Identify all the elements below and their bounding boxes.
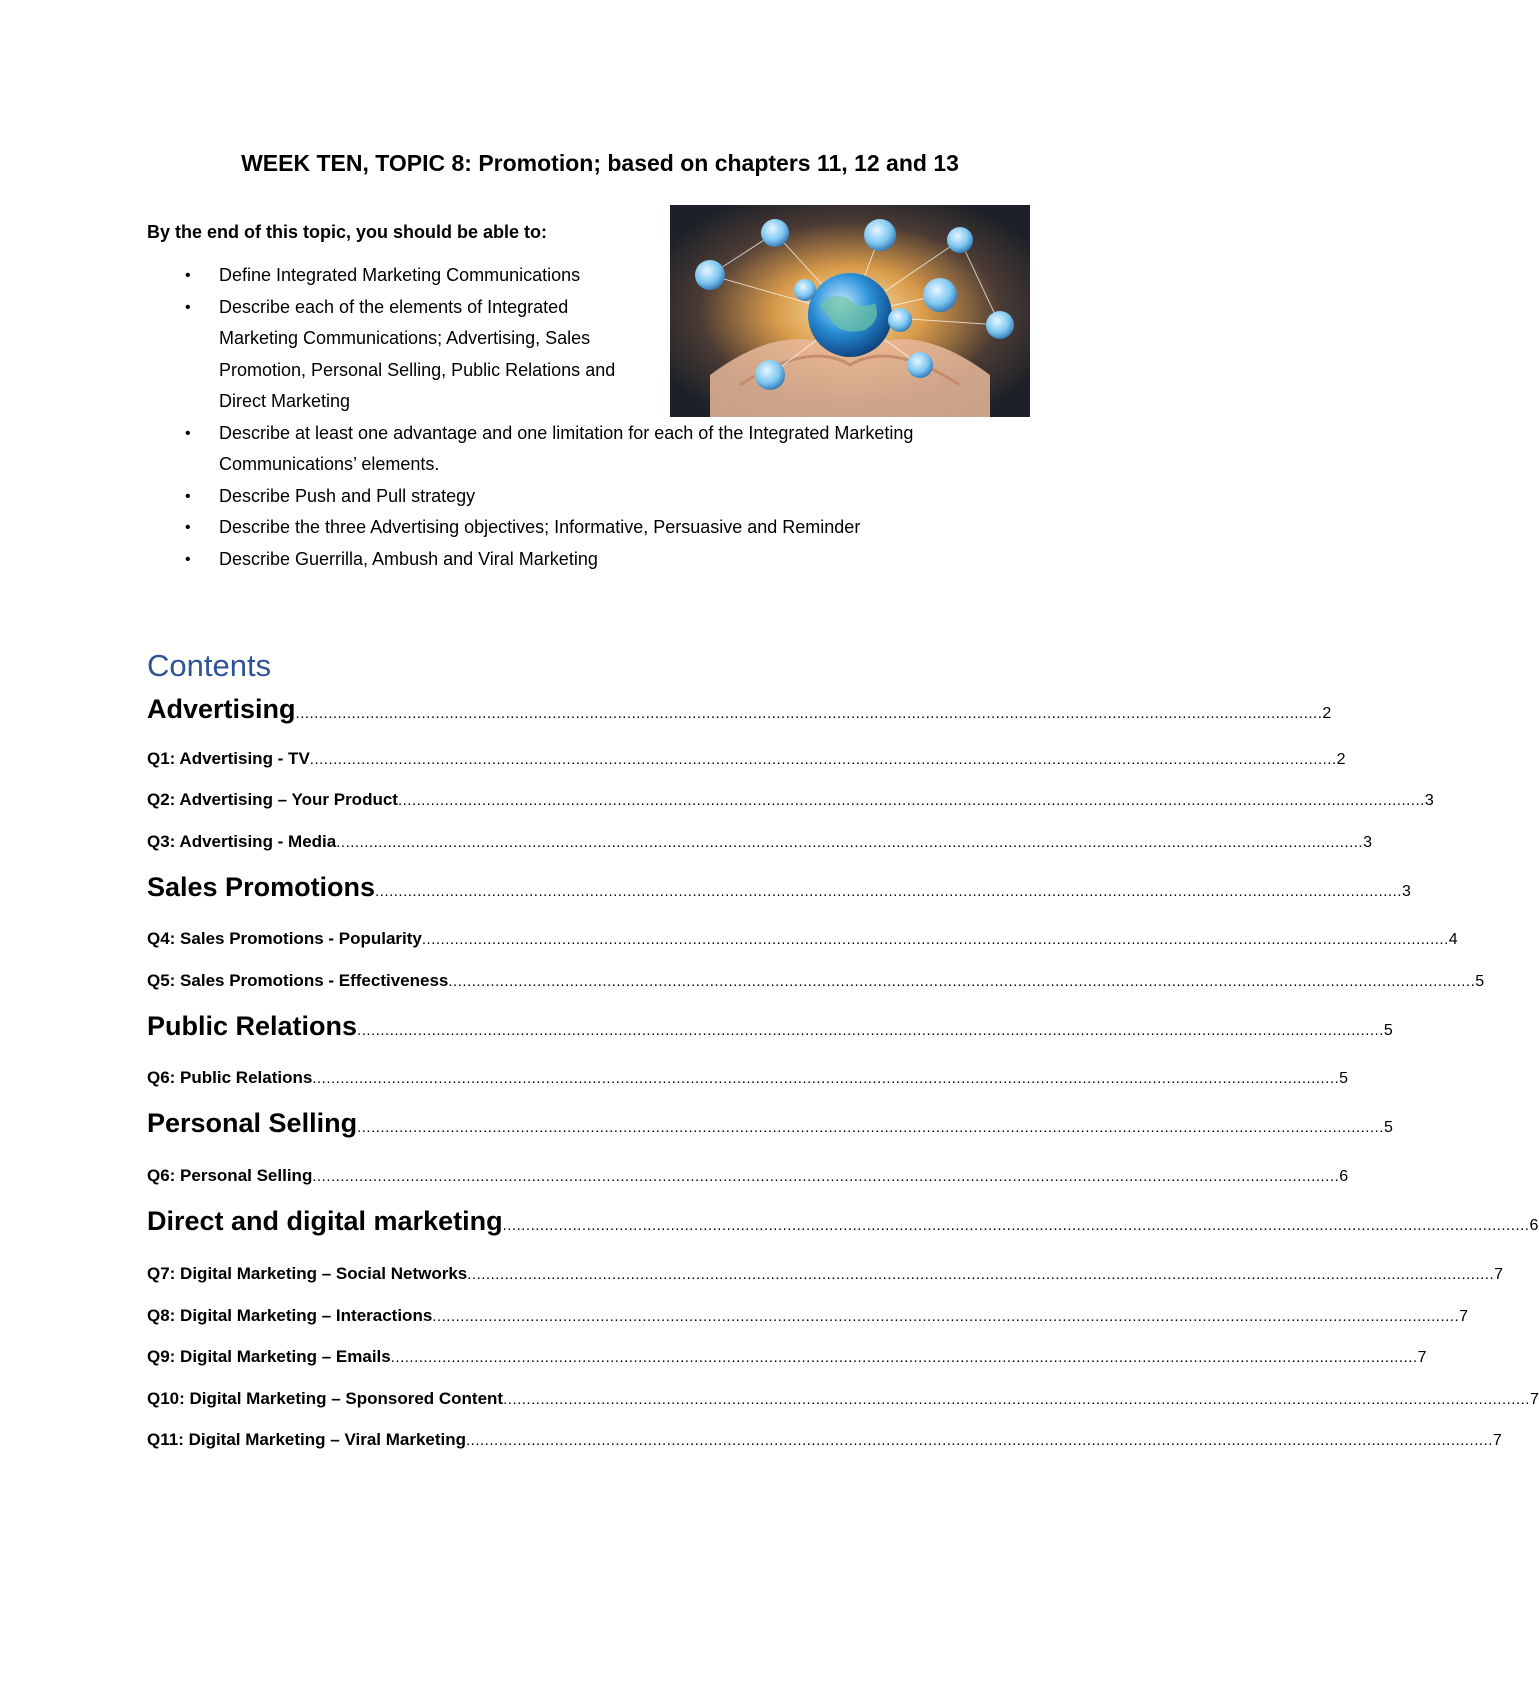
bullet-icon: • xyxy=(185,550,191,568)
toc-page-number: 5 xyxy=(1475,973,1485,990)
toc-label: Q9: Digital Marketing – Emails xyxy=(147,1347,391,1366)
toc-label: Public Relations xyxy=(147,1011,358,1041)
toc-page-number: 6 xyxy=(1339,1168,1349,1185)
objective-text: Describe the three Advertising objectives; Informative, Persuasive and Reminder xyxy=(219,517,861,537)
intro-text: By the end of this topic, you should be able to: xyxy=(147,222,548,242)
toc-page-number: 2 xyxy=(1336,751,1346,768)
toc-entry-q5[interactable] xyxy=(147,971,1485,991)
objective-text: Define Integrated Marketing Communications xyxy=(219,265,581,285)
toc-entry-sales-promotions[interactable] xyxy=(147,872,1411,903)
objective-text: Describe Guerrilla, Ambush and Viral Marketing xyxy=(219,548,598,569)
toc-entry-direct-digital-marketing[interactable] xyxy=(147,1206,1539,1237)
toc-label: Q1: Advertising - TV xyxy=(147,749,310,768)
toc-page-number: 5 xyxy=(1383,1119,1393,1136)
contents-heading: Contents xyxy=(147,648,272,683)
objective-text: Describe Push and Pull strategy xyxy=(219,485,476,506)
toc-leader: ............................................................................................................................................................................................................................ xyxy=(295,705,1323,722)
toc-leader: ............................................................................................................................................................................................................................ xyxy=(357,1022,1384,1039)
toc-leader: ............................................................................................................................................................................................................................ xyxy=(357,1119,1384,1136)
toc-entry-public-relations[interactable] xyxy=(147,1011,1393,1042)
toc-entry-q4[interactable] xyxy=(147,929,1458,949)
toc-page-number: 3 xyxy=(1424,792,1434,809)
list-item xyxy=(147,292,1049,418)
toc-leader: ............................................................................................................................................................................................................................ xyxy=(448,973,1476,990)
bullet-icon: • xyxy=(185,424,191,442)
toc-page-number: 7 xyxy=(1492,1432,1502,1449)
toc-page-number: 3 xyxy=(1363,834,1372,851)
toc-label: Q2: Advertising – Your Product xyxy=(147,790,398,809)
toc-page-number: 5 xyxy=(1383,1022,1393,1039)
toc-entry-personal-selling[interactable] xyxy=(147,1108,1393,1139)
toc-label: Q3: Advertising - Media xyxy=(147,832,337,851)
toc-page-number: 7 xyxy=(1417,1349,1427,1366)
toc-leader: ............................................................................................................................................................................................................................ xyxy=(432,1308,1460,1325)
toc-leader: ............................................................................................................................................................................................................................ xyxy=(467,1266,1495,1283)
toc-page-number: 5 xyxy=(1339,1070,1349,1087)
page-title: WEEK TEN, TOPIC 8: Promotion; based on chapters 11, 12 and 13 xyxy=(241,150,959,176)
toc-entry-q6-public-relations[interactable] xyxy=(147,1068,1349,1088)
toc-entry-q7[interactable] xyxy=(147,1264,1504,1284)
toc-leader: ............................................................................................................................................................................................................................ xyxy=(312,1168,1340,1185)
toc-page-number: 7 xyxy=(1529,1391,1539,1408)
toc-leader: ............................................................................................................................................................................................................................ xyxy=(375,883,1402,900)
toc-leader: ............................................................................................................................................................................................................................ xyxy=(502,1217,1530,1234)
bullet-icon: • xyxy=(185,519,191,536)
list-item xyxy=(147,481,1049,513)
toc-label: Direct and digital marketing xyxy=(147,1206,503,1236)
list-item xyxy=(147,260,1049,292)
toc-leader: ............................................................................................................................................................................................................................ xyxy=(466,1432,1493,1449)
toc-page-number: 7 xyxy=(1459,1308,1469,1325)
list-item xyxy=(147,512,1049,544)
toc-entry-advertising[interactable] xyxy=(147,694,1332,725)
learning-objectives-list xyxy=(147,260,1049,575)
toc-label: Personal Selling xyxy=(147,1108,358,1138)
toc-label: Q6: Public Relations xyxy=(147,1068,313,1087)
toc-page-number: 4 xyxy=(1448,931,1458,948)
toc-leader: ............................................................................................................................................................................................................................ xyxy=(397,792,1425,809)
bullet-icon: • xyxy=(185,298,191,316)
toc-label: Q5: Sales Promotions - Effectiveness xyxy=(147,971,449,990)
toc-label: Q10: Digital Marketing – Sponsored Content xyxy=(147,1389,504,1408)
toc-entry-q10[interactable] xyxy=(147,1389,1539,1409)
toc-leader: ............................................................................................................................................................................................................................ xyxy=(503,1391,1530,1408)
toc-leader: ............................................................................................................................................................................................................................ xyxy=(312,1070,1340,1087)
toc-label: Q7: Digital Marketing – Social Networks xyxy=(147,1264,468,1283)
toc-label: Q8: Digital Marketing – Interactions xyxy=(147,1306,433,1325)
toc-leader: ............................................................................................................................................................................................................................ xyxy=(390,1349,1418,1366)
toc-leader: ............................................................................................................................................................................................................................ xyxy=(336,834,1364,851)
toc-entry-q1[interactable] xyxy=(147,749,1346,769)
bullet-icon: • xyxy=(185,267,191,284)
toc-label: Q4: Sales Promotions - Popularity xyxy=(147,929,422,948)
objective-text: Describe at least one advantage and one limitation for each of the Integrated Marketing Communications’ elements. xyxy=(219,422,914,474)
toc-label: Advertising xyxy=(147,694,296,724)
toc-entry-q8[interactable] xyxy=(147,1306,1469,1326)
toc-entry-q11[interactable] xyxy=(147,1430,1502,1450)
toc-leader: ............................................................................................................................................................................................................................ xyxy=(421,931,1449,948)
bullet-icon: • xyxy=(185,487,191,505)
toc-page-number: 7 xyxy=(1494,1266,1504,1283)
toc-page-number: 6 xyxy=(1529,1217,1539,1234)
toc-label: Q6: Personal Selling xyxy=(147,1166,313,1185)
list-item xyxy=(147,418,1049,481)
toc-leader: ............................................................................................................................................................................................................................ xyxy=(309,751,1337,768)
toc-label: Sales Promotions xyxy=(147,872,376,902)
toc-entry-q2[interactable] xyxy=(147,790,1434,810)
objective-text: Describe each of the elements of Integrated Marketing Communications; Advertising, Sales Promotion, Personal Selling, Public Relations and Direct Marketing xyxy=(219,296,616,411)
toc-entry-q6-personal-selling[interactable] xyxy=(147,1166,1349,1186)
toc-page-number: 2 xyxy=(1322,705,1332,722)
toc-entry-q3[interactable] xyxy=(147,832,1372,852)
toc-label: Q11: Digital Marketing – Viral Marketing xyxy=(147,1430,467,1449)
toc-entry-q9[interactable] xyxy=(147,1347,1427,1367)
toc-page-number: 3 xyxy=(1401,883,1411,900)
list-item xyxy=(147,544,1049,576)
